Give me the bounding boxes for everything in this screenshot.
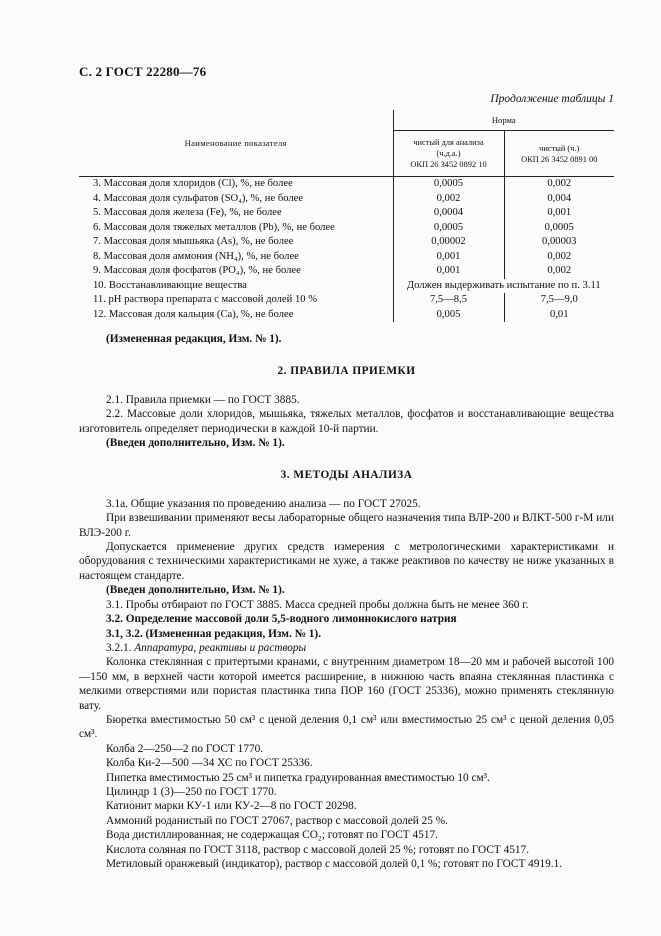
norm-pure-analysis: 0,005 [393, 308, 504, 323]
added-note-2: (Введен дополнительно, Изм. № 1). [106, 584, 285, 597]
norm-pure: 0,002 [547, 265, 572, 276]
table-row [79, 264, 614, 279]
list-item: Аммоний роданистый по ГОСТ 27067, раствор с массовой долей 25 %. [106, 814, 449, 827]
paragraph-3-2-1: 3.2.1. Аппаратура, реактивы и растворы [106, 641, 307, 654]
norm-pure-analysis: 0,001 [393, 250, 504, 265]
header-indicator-name: Наименование показателя [79, 110, 393, 177]
indicator-name: 5. Массовая доля железа (Fe), %, не более [79, 206, 393, 221]
table-row [79, 221, 614, 236]
paragraph-2-2: 2.2. Массовые доли хлоридов, мышьяка, тяжелых металлов, фосфатов и восстанавливающие вещества изготовитель определяет периодически в каждой 10-й партии. [79, 408, 614, 435]
table-row [79, 279, 614, 294]
list-item: Вода дистиллированная, не содержащая CO₂; готовят по ГОСТ 4517. [106, 829, 438, 842]
header-pure-analysis: чистый для анализа (ч.д.а.) ОКП 26 3452 0892 10 [393, 131, 504, 177]
norm-pure: 0,01 [549, 308, 569, 320]
list-item: Катионит марки КУ-1 или КУ-2—8 по ГОСТ 20298. [106, 800, 357, 813]
indicator-name: 6. Массовая доля тяжелых металлов (Pb), %, не более [79, 221, 393, 236]
norm-pure: 7,5—9,0 [540, 294, 578, 305]
header-pure: чистый (ч.) ОКП 26 3452 0891 00 [504, 131, 614, 177]
spec-table [79, 110, 614, 322]
table-continuation-note: Продолжение таблицы 1 [490, 93, 614, 105]
column-description: Колонка стеклянная с притертыми кранами, с внутренним диаметром 18—20 мм и рабочей высотой 100—150 мм, в верхней части которой имеется расширение, в нижнюю часть впаяна стеклянная пластинка с мелкими отверстиями или пористая пластинка типа ПОР 160 (ГОСТ 25336), можно применять стеклянную вату. [79, 656, 614, 712]
norm-pure: 0,002 [547, 250, 572, 262]
norm-pure-analysis: 0,0004 [393, 206, 504, 221]
norm-pure-analysis: 0,002 [393, 192, 504, 207]
norm-pure-analysis: 0,0005 [393, 221, 504, 236]
amendment-note-2: 3.1, 3.2. (Измененная редакция, Изм. № 1). [106, 627, 322, 640]
list-item: Цилиндр 1 (3)—250 по ГОСТ 1770. [106, 785, 277, 798]
norm-pure-analysis: 0,001 [393, 264, 504, 279]
norm-pure: 0,001 [547, 207, 572, 218]
amendment-note: (Измененная редакция, Изм. № 1). [106, 333, 282, 345]
indicator-name: 4. Массовая доля сульфатов (SO₄), %, не более [79, 192, 393, 207]
document-body [79, 332, 614, 871]
table-row [79, 235, 614, 250]
norm-pure-analysis: 7,5—8,5 [393, 293, 504, 308]
paragraph-3-2: 3.2. Определение массовой доли 5,5-водного лимоннокислого натрия [106, 613, 457, 626]
norm-pure-analysis: 0,00002 [393, 235, 504, 250]
paragraph-3-1a: 3.1а. Общие указания по проведению анализа — по ГОСТ 27025. [106, 497, 421, 510]
section-2-title: 2. ПРАВИЛА ПРИЕМКИ [277, 365, 416, 378]
table-row [79, 177, 614, 192]
burette-description: Бюретка вместимостью 50 см³ с ценой деления 0,1 см³ или вместимостью 25 см³ с ценой деления 0,05 см³. [79, 713, 614, 741]
norm-pure: 0,00003 [542, 236, 577, 247]
indicator-name: 9. Массовая доля фосфатов (PO₄), %, не более [79, 264, 393, 279]
paragraph-2-1: 2.1. Правила приемки — по ГОСТ 3885. [106, 393, 300, 406]
list-item: Кислота соляная по ГОСТ 3118, раствор с массовой долей 25 %; готовят по ГОСТ 4517. [106, 843, 530, 856]
norm-pure: 0,004 [547, 192, 572, 204]
indicator-name: 11. pH раствора препарата с массовой долей 10 % [79, 293, 393, 308]
table-row [79, 308, 614, 323]
section-3-title: 3. МЕТОДЫ АНАЛИЗА [280, 469, 413, 482]
table-row [79, 293, 614, 308]
table-row [79, 192, 614, 207]
norm-pure: 0,002 [547, 178, 572, 189]
indicator-name: 12. Массовая доля кальция (Ca), %, не более [79, 308, 393, 323]
table-row [79, 250, 614, 265]
header-norm: Норма [393, 110, 614, 131]
norm-pure: 0,0005 [544, 221, 574, 233]
list-item: Колба 2—250—2 по ГОСТ 1770. [106, 742, 264, 755]
list-item: Пипетка вместимостью 25 см³ и пипетка градуированная вместимостью 10 см³. [106, 771, 490, 784]
table-row [79, 206, 614, 221]
indicator-name: 8. Массовая доля аммония (NH₄), %, не более [79, 250, 393, 265]
list-item: Колба Ки-2—500 —34 ХС по ГОСТ 25336. [106, 757, 313, 770]
paragraph-3-1a-alternatives: Допускается применение других средств измерения с метрологическими характеристиками и оборудования с техническими характеристиками не хуже, а также реактивов по качеству не ниже указанных в настоящем стандарте. [79, 541, 614, 582]
paragraph-3-1a-weighing: При взвешивании применяют весы лабораторные общего назначения типа ВЛР-200 и ВЛКТ-500 г-М или ВЛЭ-200 г. [79, 512, 614, 539]
spec-table-body [79, 177, 614, 323]
indicator-name: 3. Массовая доля хлоридов (Cl), %, не более [79, 177, 393, 192]
paragraph-3-1: 3.1. Пробы отбирают по ГОСТ 3885. Масса средней пробы должна быть не менее 360 г. [106, 598, 529, 611]
added-note: (Введен дополнительно, Изм. № 1). [106, 437, 285, 450]
indicator-name: 7. Массовая доля мышьяка (As), %, не более [79, 235, 393, 250]
norm-pure-analysis: 0,0005 [393, 177, 504, 192]
norm-merged: Должен выдерживать испытание по п. 3.11 [406, 279, 601, 291]
indicator-name: 10. Восстанавливающие вещества [79, 279, 393, 294]
list-item: Метиловый оранжевый (индикатор), раствор с массовой долей 0,1 %; готовят по ГОСТ 4919.1. [106, 858, 563, 870]
reagent-list [79, 742, 614, 872]
page-header: С. 2 ГОСТ 22280—76 [79, 64, 207, 79]
